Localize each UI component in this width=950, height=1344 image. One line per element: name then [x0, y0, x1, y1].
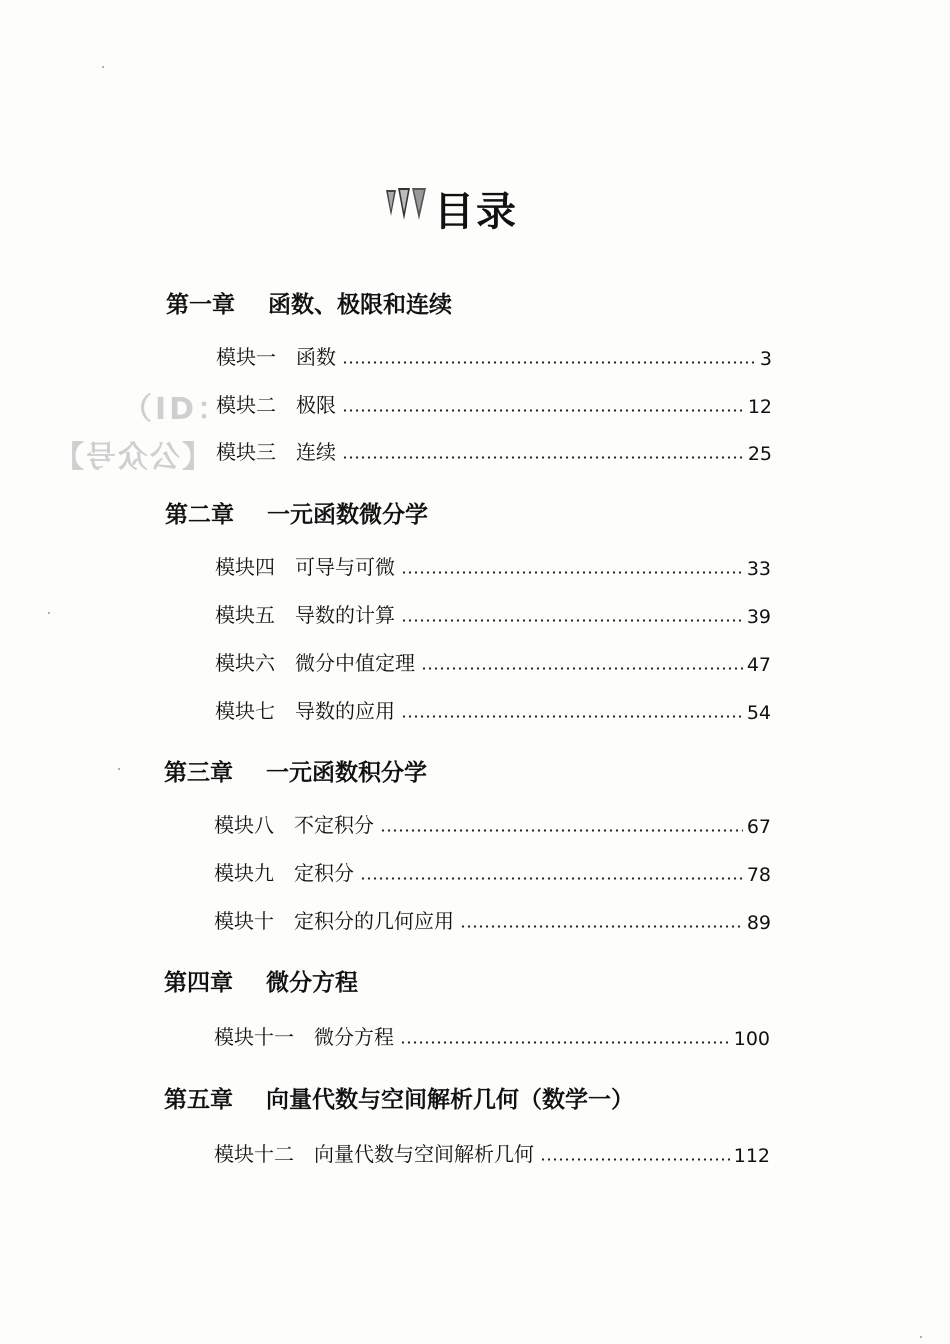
- module-name: 导数的应用: [295, 699, 395, 723]
- module-label: 模块四: [215, 555, 275, 579]
- scan-speck: [920, 1336, 922, 1338]
- toc-entry-module-8[interactable]: [214, 810, 771, 838]
- module-name: 微分中值定理: [295, 651, 415, 675]
- chapter-1-heading: [166, 286, 452, 319]
- page-number: 112: [733, 1145, 770, 1167]
- toc-entry-module-11[interactable]: [214, 1022, 770, 1050]
- page-title: 目录: [434, 189, 518, 235]
- chapter-number: 第三章: [164, 760, 233, 786]
- dot-leader: [342, 456, 744, 459]
- dot-leader: [401, 715, 743, 718]
- module-label: 模块十二: [214, 1142, 294, 1166]
- toc-entry-module-9[interactable]: [214, 858, 771, 886]
- page-number: 67: [746, 816, 771, 838]
- watermark-line-2: 【公众号】: [52, 440, 212, 475]
- toc-header: [384, 186, 518, 235]
- module-name: 微分方程: [314, 1025, 394, 1049]
- dot-leader: [401, 619, 743, 622]
- module-label: 模块六: [215, 651, 275, 675]
- module-label: 模块十一: [214, 1025, 294, 1049]
- module-label: 模块一: [216, 345, 276, 369]
- toc-entry-module-1[interactable]: [216, 342, 772, 370]
- chapter-number: 第四章: [164, 970, 233, 996]
- module-label: 模块九: [214, 861, 274, 885]
- page-number: 78: [746, 864, 771, 886]
- page-number: 3: [759, 348, 772, 370]
- dot-leader: [400, 1041, 730, 1044]
- module-name: 可导与可微: [295, 555, 395, 579]
- module-label: 模块七: [215, 699, 275, 723]
- toc-entry-module-5[interactable]: [215, 600, 771, 628]
- toc-entry-module-6[interactable]: [215, 648, 771, 676]
- module-label: 模块二: [216, 393, 276, 417]
- chapter-5-heading: [164, 1081, 634, 1114]
- toc-entry-module-12[interactable]: [214, 1139, 770, 1167]
- module-name: 不定积分: [294, 813, 374, 837]
- module-label: 模块三: [216, 440, 276, 464]
- dot-leader: [460, 925, 743, 928]
- chapter-title: 向量代数与空间解析几何（数学一）: [266, 1087, 634, 1113]
- module-name: 导数的计算: [295, 603, 395, 627]
- toc-entry-module-7[interactable]: [215, 696, 771, 724]
- page-number: 25: [747, 443, 772, 465]
- dot-leader: [360, 877, 743, 880]
- dot-leader: [421, 667, 743, 670]
- page-number: 39: [746, 606, 771, 628]
- chapter-title: 函数、极限和连续: [268, 292, 452, 318]
- module-name: 向量代数与空间解析几何: [314, 1142, 534, 1166]
- scan-speck: [48, 612, 50, 614]
- page-number: 54: [746, 702, 771, 724]
- module-label: 模块五: [215, 603, 275, 627]
- page-number: 47: [746, 654, 771, 676]
- chapter-4-heading: [164, 964, 358, 997]
- chapter-title: 微分方程: [266, 970, 358, 996]
- chapter-title: 一元函数微分学: [267, 502, 428, 528]
- toc-entry-module-10[interactable]: [214, 906, 771, 934]
- dot-leader: [342, 361, 756, 364]
- module-name: 连续: [296, 440, 336, 464]
- watermark-line-1: （ID：: [122, 392, 231, 427]
- module-label: 模块八: [214, 813, 274, 837]
- dot-leader: [540, 1158, 730, 1161]
- chapter-title: 一元函数积分学: [266, 760, 427, 786]
- dot-leader: [401, 571, 743, 574]
- module-label: 模块十: [214, 909, 274, 933]
- module-name: 函数: [296, 345, 336, 369]
- page-number: 89: [746, 912, 771, 934]
- chapter-number: 第二章: [165, 502, 234, 528]
- chapter-3-heading: [164, 754, 427, 787]
- page-number: 12: [747, 396, 772, 418]
- page-number: 33: [746, 558, 771, 580]
- toc-entry-module-2[interactable]: [216, 390, 772, 418]
- toc-entry-module-4[interactable]: [215, 552, 771, 580]
- dot-leader: [380, 829, 743, 832]
- module-name: 定积分: [294, 861, 354, 885]
- dot-leader: [342, 409, 744, 412]
- chapter-number: 第五章: [164, 1087, 233, 1113]
- toc-entry-module-3[interactable]: [216, 437, 772, 465]
- cone-ornament-icon: [384, 186, 430, 222]
- chapter-2-heading: [165, 496, 428, 529]
- scan-speck: [118, 768, 120, 770]
- scan-speck: [102, 66, 104, 68]
- module-name: 定积分的几何应用: [294, 909, 454, 933]
- module-name: 极限: [296, 393, 336, 417]
- chapter-number: 第一章: [166, 292, 235, 318]
- page-number: 100: [733, 1028, 770, 1050]
